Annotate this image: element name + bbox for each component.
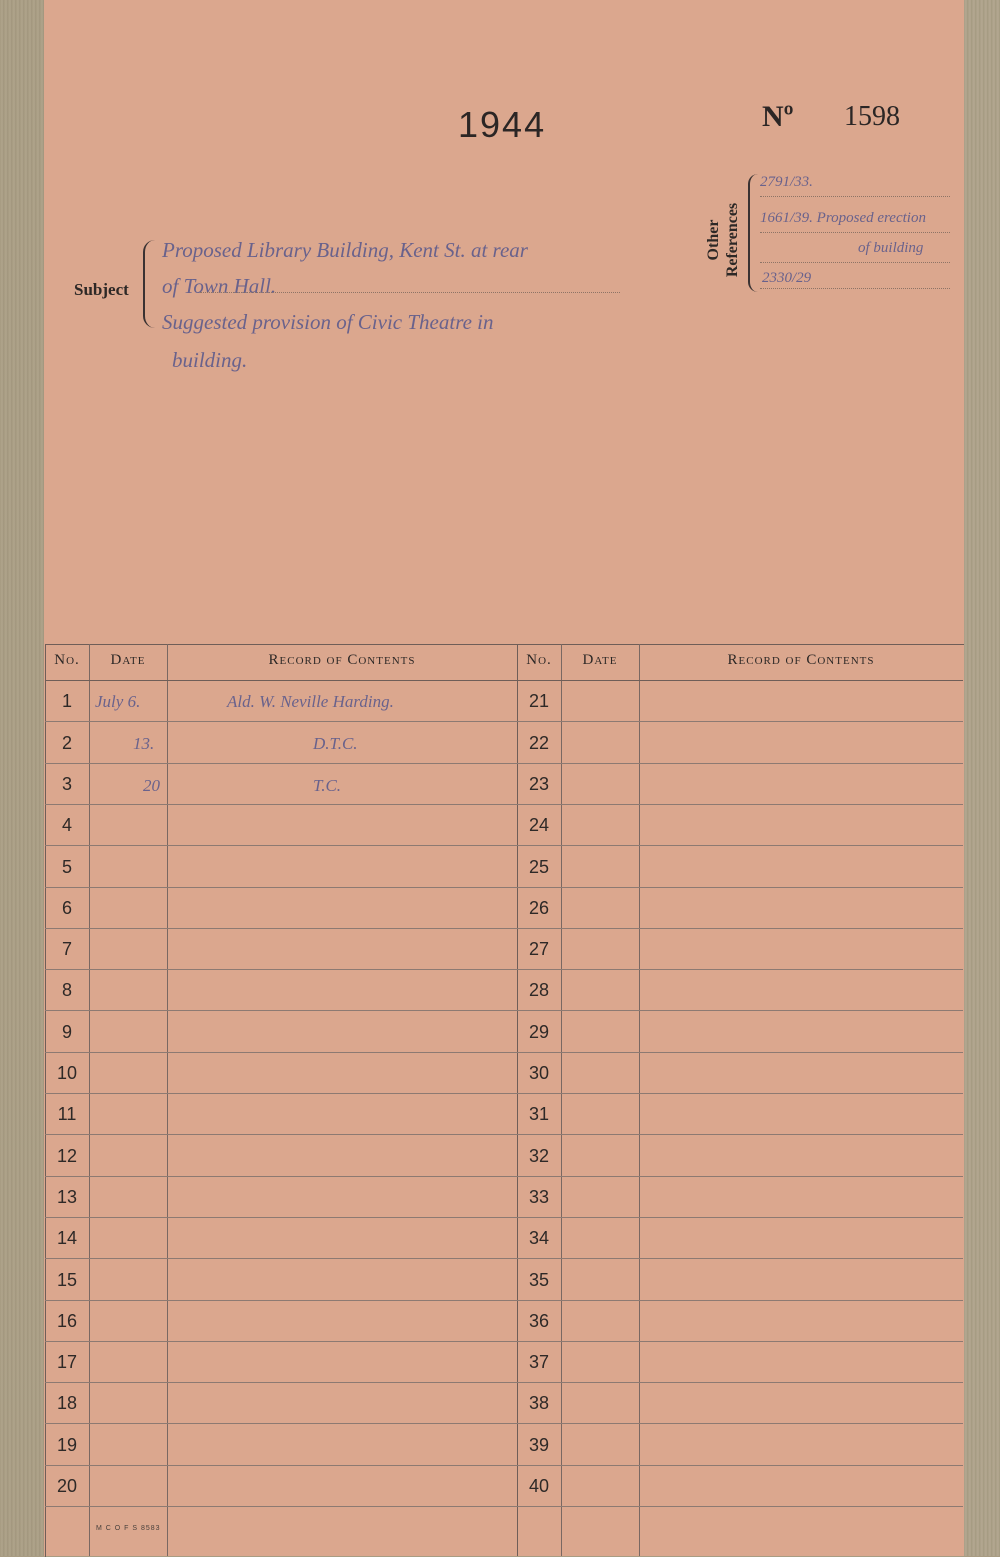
header-no-right: No. xyxy=(526,652,552,668)
row-number-right: 27 xyxy=(528,939,550,960)
reference-line-2: 1661/39. Proposed erection xyxy=(760,210,926,226)
row-rule xyxy=(45,1423,963,1424)
row-rule xyxy=(45,763,963,764)
row-number-left: 18 xyxy=(56,1393,78,1414)
col-divider xyxy=(561,644,562,1556)
row-number-left: 4 xyxy=(61,815,72,836)
left-binding-strip xyxy=(0,0,44,1556)
entry-1-record: Ald. W. Neville Harding. xyxy=(227,692,394,711)
file-number: 1598 xyxy=(844,101,900,132)
row-rule xyxy=(45,804,963,805)
reference-line-3: of building xyxy=(858,240,924,256)
subject-line-1: Proposed Library Building, Kent St. at rear xyxy=(162,238,528,262)
references-brace xyxy=(748,174,760,292)
row-rule xyxy=(45,1506,963,1507)
row-number-left: 20 xyxy=(56,1476,78,1496)
subject-label: Subject xyxy=(74,280,129,299)
row-number-left: 5 xyxy=(61,856,72,877)
row-number-right: 31 xyxy=(528,1104,550,1125)
row-rule xyxy=(45,887,963,888)
row-number-left: 10 xyxy=(56,1063,78,1083)
table-frame xyxy=(45,644,964,1557)
row-number-right: 23 xyxy=(528,773,550,794)
row-number-right: 22 xyxy=(528,732,550,753)
row-number-right: 36 xyxy=(528,1310,550,1331)
subject-line-3: Suggested provision of Civic Theatre in xyxy=(162,310,494,334)
row-number-left: 11 xyxy=(57,1104,77,1125)
row-rule xyxy=(45,845,963,846)
row-number-left: 3 xyxy=(61,773,72,794)
row-number-left: 12 xyxy=(56,1145,78,1166)
header-rule xyxy=(45,680,963,681)
row-number-left: 6 xyxy=(61,897,72,918)
row-number-right: 32 xyxy=(528,1145,550,1166)
subject-brace xyxy=(143,240,157,328)
row-rule xyxy=(45,1093,963,1094)
row-rule xyxy=(45,1341,963,1342)
file-year: 1944 xyxy=(458,104,547,145)
header-date-right: Date xyxy=(582,652,618,668)
header-date-left: Date xyxy=(110,652,146,668)
subject-line-2: of Town Hall. xyxy=(162,274,277,298)
col-divider xyxy=(639,644,640,1556)
row-number-right: 28 xyxy=(528,980,550,1001)
row-number-left: 2 xyxy=(61,732,72,753)
col-divider xyxy=(517,644,518,1556)
row-number-right: 35 xyxy=(528,1269,550,1290)
row-rule xyxy=(45,1176,963,1177)
row-number-left: 1 xyxy=(61,691,72,712)
reference-dotted-rule-2 xyxy=(760,232,950,233)
row-number-left: 8 xyxy=(61,980,72,1001)
row-number-left: 15 xyxy=(56,1269,78,1290)
row-number-right: 21 xyxy=(528,691,550,712)
reference-dotted-rule-4 xyxy=(760,288,950,289)
reference-line-4: 2330/29 xyxy=(762,270,812,286)
row-number-right: 37 xyxy=(528,1352,550,1373)
row-number-right: 34 xyxy=(528,1228,550,1249)
reference-line-1: 2791/33. xyxy=(760,174,813,190)
row-rule xyxy=(45,1052,963,1053)
reference-dotted-rule-3 xyxy=(760,262,950,263)
right-binding-strip xyxy=(964,0,1000,1556)
reference-dotted-rule-1 xyxy=(760,196,950,197)
row-rule xyxy=(45,969,963,970)
row-rule xyxy=(45,1217,963,1218)
row-rule xyxy=(45,1465,963,1466)
other-references-label xyxy=(704,190,744,290)
row-rule xyxy=(45,1258,963,1259)
row-number-right: 38 xyxy=(528,1393,550,1414)
row-number-right: 39 xyxy=(528,1434,550,1455)
row-number-right: 30 xyxy=(528,1063,550,1083)
entry-2-record: D.T.C. xyxy=(313,734,358,753)
other-references-text: Other References xyxy=(705,202,741,278)
row-number-left: 9 xyxy=(61,1021,72,1042)
row-rule xyxy=(45,721,963,722)
header-record-right: Record of Contents xyxy=(727,652,875,668)
header-record-left: Record of Contents xyxy=(268,652,416,668)
row-number-left: 13 xyxy=(56,1186,78,1207)
row-number-left: 14 xyxy=(56,1228,78,1249)
row-number-left: 19 xyxy=(56,1434,78,1455)
row-number-right: 26 xyxy=(528,897,550,918)
row-rule xyxy=(45,1382,963,1383)
entry-2-date: 13. xyxy=(133,734,155,753)
subject-line-4: building. xyxy=(172,348,248,372)
row-rule xyxy=(45,928,963,929)
col-divider xyxy=(89,644,90,1556)
row-number-right: 40 xyxy=(528,1476,550,1496)
printer-code: M C O F S 8583 xyxy=(96,1525,161,1532)
row-rule xyxy=(45,1010,963,1011)
row-number-left: 17 xyxy=(56,1352,78,1373)
row-number-right: 25 xyxy=(528,856,550,877)
row-rule xyxy=(45,1134,963,1135)
row-number-left: 7 xyxy=(61,939,72,960)
entry-3-date: 20 xyxy=(143,776,160,795)
row-number-right: 24 xyxy=(528,815,550,836)
subject-dotted-rule xyxy=(200,292,620,293)
col-divider xyxy=(167,644,168,1556)
row-rule xyxy=(45,1300,963,1301)
header-no-left: No. xyxy=(54,652,80,668)
record-of-contents-table xyxy=(45,644,963,1556)
row-number-right: 29 xyxy=(528,1021,550,1042)
entry-3-record: T.C. xyxy=(313,776,342,795)
entry-1-date: July 6. xyxy=(95,692,141,711)
file-number-label: Nº xyxy=(762,100,794,133)
row-number-left: 16 xyxy=(56,1310,78,1331)
row-number-right: 33 xyxy=(528,1186,550,1207)
